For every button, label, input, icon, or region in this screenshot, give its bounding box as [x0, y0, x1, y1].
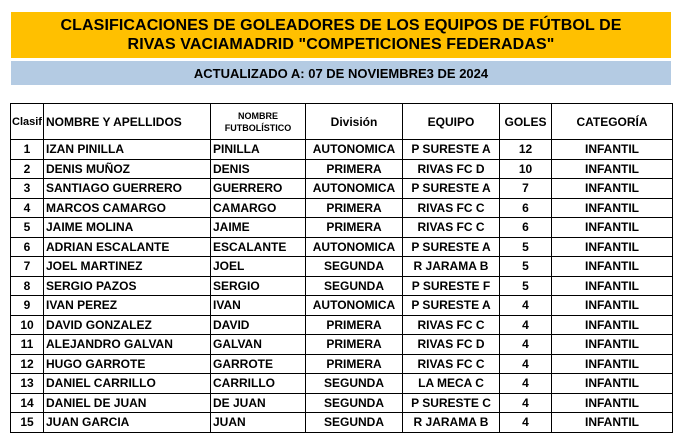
cell-goles: 5: [500, 237, 552, 257]
header-futbol-line-2: FUTBOLÍSTICO: [224, 122, 292, 133]
cell-clasif: 14: [11, 393, 44, 413]
table-row: [11, 296, 673, 316]
table-row: [11, 198, 673, 218]
cell-clasif: 15: [11, 413, 44, 433]
cell-equipo: RIVAS FC C: [403, 315, 500, 335]
cell-goles: 6: [500, 218, 552, 238]
cell-categoria: INFANTIL: [552, 354, 673, 374]
cell-goles: 4: [500, 374, 552, 394]
cell-categoria: INFANTIL: [552, 276, 673, 296]
cell-categoria: INFANTIL: [552, 140, 673, 160]
cell-nombre: IZAN PINILLA: [44, 140, 211, 160]
cell-nombre: DANIEL CARRILLO: [44, 374, 211, 394]
cell-nombre-futbolistico: DE JUAN: [211, 393, 306, 413]
updated-banner: [11, 61, 671, 85]
cell-nombre-futbolistico: SERGIO: [211, 276, 306, 296]
header-division: División: [306, 104, 403, 140]
cell-nombre-futbolistico: DENIS: [211, 159, 306, 179]
cell-clasif: 5: [11, 218, 44, 238]
cell-categoria: INFANTIL: [552, 374, 673, 394]
updated-text: ACTUALIZADO A: 07 DE NOVIEMBRE3 DE 2024: [193, 65, 489, 81]
table-row: [11, 413, 673, 433]
table-row: [11, 237, 673, 257]
table-row: [11, 335, 673, 355]
cell-nombre-futbolistico: GARROTE: [211, 354, 306, 374]
cell-nombre: SERGIO PAZOS: [44, 276, 211, 296]
table-row: [11, 159, 673, 179]
cell-equipo: RIVAS FC D: [403, 335, 500, 355]
cell-clasif: 1: [11, 140, 44, 160]
cell-nombre: ALEJANDRO GALVAN: [44, 335, 211, 355]
cell-division: SEGUNDA: [306, 413, 403, 433]
cell-equipo: RIVAS FC D: [403, 159, 500, 179]
cell-division: AUTONOMICA: [306, 179, 403, 199]
cell-division: AUTONOMICA: [306, 140, 403, 160]
title-line-2: RIVAS VACIAMADRID "COMPETICIONES FEDERADAS": [127, 36, 555, 53]
cell-goles: 10: [500, 159, 552, 179]
cell-nombre-futbolistico: IVAN: [211, 296, 306, 316]
cell-categoria: INFANTIL: [552, 315, 673, 335]
cell-goles: 4: [500, 393, 552, 413]
cell-categoria: INFANTIL: [552, 159, 673, 179]
table-row: [11, 374, 673, 394]
cell-nombre-futbolistico: DAVID: [211, 315, 306, 335]
cell-categoria: INFANTIL: [552, 237, 673, 257]
cell-categoria: INFANTIL: [552, 179, 673, 199]
header-equipo: EQUIPO: [403, 104, 500, 140]
cell-division: SEGUNDA: [306, 276, 403, 296]
table-row: [11, 257, 673, 277]
cell-clasif: 11: [11, 335, 44, 355]
header-categoria: CATEGORÍA: [552, 104, 673, 140]
title-banner: [11, 12, 671, 58]
cell-division: PRIMERA: [306, 218, 403, 238]
cell-division: SEGUNDA: [306, 374, 403, 394]
cell-division: PRIMERA: [306, 335, 403, 355]
cell-nombre: HUGO GARROTE: [44, 354, 211, 374]
cell-clasif: 7: [11, 257, 44, 277]
cell-categoria: INFANTIL: [552, 335, 673, 355]
cell-nombre-futbolistico: CARRILLO: [211, 374, 306, 394]
cell-nombre: MARCOS CAMARGO: [44, 198, 211, 218]
cell-nombre-futbolistico: PINILLA: [211, 140, 306, 160]
cell-nombre-futbolistico: GALVAN: [211, 335, 306, 355]
cell-clasif: 8: [11, 276, 44, 296]
cell-division: PRIMERA: [306, 159, 403, 179]
cell-goles: 5: [500, 257, 552, 277]
cell-clasif: 10: [11, 315, 44, 335]
header-clasif: Clasif: [11, 104, 44, 140]
table-header-row: [11, 104, 673, 140]
cell-clasif: 4: [11, 198, 44, 218]
cell-equipo: R JARAMA B: [403, 257, 500, 277]
cell-clasif: 2: [11, 159, 44, 179]
cell-categoria: INFANTIL: [552, 218, 673, 238]
cell-division: SEGUNDA: [306, 393, 403, 413]
cell-nombre-futbolistico: JUAN: [211, 413, 306, 433]
cell-goles: 4: [500, 296, 552, 316]
table-row: [11, 140, 673, 160]
cell-nombre: DENIS MUÑOZ: [44, 159, 211, 179]
cell-goles: 4: [500, 335, 552, 355]
cell-goles: 4: [500, 413, 552, 433]
cell-nombre: DAVID GONZALEZ: [44, 315, 211, 335]
table-row: [11, 218, 673, 238]
cell-nombre-futbolistico: JAIME: [211, 218, 306, 238]
cell-clasif: 13: [11, 374, 44, 394]
table-row: [11, 315, 673, 335]
cell-clasif: 6: [11, 237, 44, 257]
header-nombre-futbolistico: [211, 104, 306, 140]
cell-nombre: ADRIAN ESCALANTE: [44, 237, 211, 257]
cell-categoria: INFANTIL: [552, 393, 673, 413]
title-line-1: CLASIFICACIONES DE GOLEADORES DE LOS EQUIPOS DE FÚTBOL DE: [60, 17, 622, 34]
cell-categoria: INFANTIL: [552, 257, 673, 277]
cell-nombre: DANIEL DE JUAN: [44, 393, 211, 413]
cell-equipo: P SURESTE A: [403, 237, 500, 257]
cell-equipo: LA MECA C: [403, 374, 500, 394]
scorers-table: [10, 103, 673, 433]
cell-clasif: 12: [11, 354, 44, 374]
cell-division: AUTONOMICA: [306, 237, 403, 257]
cell-nombre-futbolistico: CAMARGO: [211, 198, 306, 218]
cell-goles: 4: [500, 354, 552, 374]
cell-equipo: RIVAS FC C: [403, 198, 500, 218]
cell-nombre: JOEL MARTINEZ: [44, 257, 211, 277]
cell-division: AUTONOMICA: [306, 296, 403, 316]
table-row: [11, 179, 673, 199]
cell-equipo: RIVAS FC C: [403, 218, 500, 238]
cell-clasif: 9: [11, 296, 44, 316]
cell-equipo: P SURESTE C: [403, 393, 500, 413]
cell-nombre-futbolistico: GUERRERO: [211, 179, 306, 199]
cell-equipo: RIVAS FC C: [403, 354, 500, 374]
cell-clasif: 3: [11, 179, 44, 199]
table-row: [11, 393, 673, 413]
cell-nombre-futbolistico: ESCALANTE: [211, 237, 306, 257]
cell-goles: 12: [500, 140, 552, 160]
cell-goles: 4: [500, 315, 552, 335]
header-goles: GOLES: [500, 104, 552, 140]
cell-nombre: JAIME MOLINA: [44, 218, 211, 238]
cell-goles: 5: [500, 276, 552, 296]
cell-categoria: INFANTIL: [552, 296, 673, 316]
cell-nombre-futbolistico: JOEL: [211, 257, 306, 277]
table-row: [11, 354, 673, 374]
cell-division: SEGUNDA: [306, 257, 403, 277]
cell-equipo: P SURESTE F: [403, 276, 500, 296]
header-nombre: NOMBRE Y APELLIDOS: [44, 104, 211, 140]
cell-nombre: SANTIAGO GUERRERO: [44, 179, 211, 199]
cell-categoria: INFANTIL: [552, 198, 673, 218]
cell-division: PRIMERA: [306, 315, 403, 335]
cell-equipo: R JARAMA B: [403, 413, 500, 433]
cell-goles: 7: [500, 179, 552, 199]
cell-division: PRIMERA: [306, 198, 403, 218]
header-futbol-line-1: NOMBRE: [238, 110, 278, 121]
cell-division: PRIMERA: [306, 354, 403, 374]
cell-goles: 6: [500, 198, 552, 218]
cell-equipo: P SURESTE A: [403, 179, 500, 199]
cell-equipo: P SURESTE A: [403, 296, 500, 316]
table-row: [11, 276, 673, 296]
cell-categoria: INFANTIL: [552, 413, 673, 433]
cell-nombre: JUAN GARCIA: [44, 413, 211, 433]
cell-equipo: P SURESTE A: [403, 140, 500, 160]
cell-nombre: IVAN PEREZ: [44, 296, 211, 316]
